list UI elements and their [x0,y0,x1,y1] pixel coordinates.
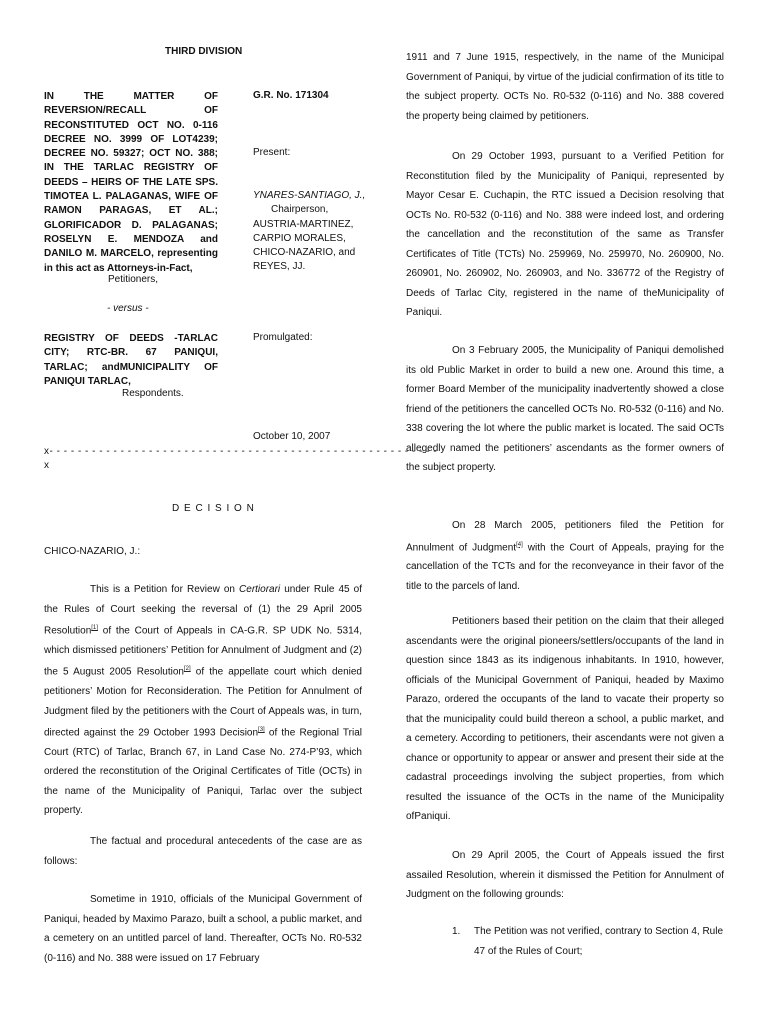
list-item [452,922,724,961]
gr-number: G.R. No. 171304 [253,90,329,101]
paragraph-8: On 29 April 2005, the Court of Appeals issued the first assailed Resolution, wherein it dismissed the Petition for Annulment of Judgment on the following grounds: [406,850,724,900]
paragraph-3: Sometime in 1910, officials of the Municipal Government of Paniqui, headed by Maximo Parazo, built a school, a public market, and a cemetery on an untitled parcel of land. Thereafter, OCTs No. R0-532 (0-116) and No. 388 were issued on 17 February [44,894,362,964]
text-run: This is a Petition for Review on [90,584,240,595]
versus-text: - versus - [107,303,149,314]
list-number: 1. [452,926,461,937]
respondents-label: Respondents. [122,388,184,399]
paragraph-2: The factual and procedural antecedents of the case are as follows: [44,836,362,867]
respondents-caption: REGISTRY OF DEEDS -TARLAC CITY; RTC-BR. 67 PANIQUI, TARLAC; andMUNICIPALITY OF PANIQUI TARLAC, [44,333,218,387]
caption-divider [44,446,438,457]
paragraph-4: On 29 October 1993, pursuant to a Verified Petition for Reconstitution filed by the Municipality of Paniqui, represented by Mayor Cesar E. Cuchapin, the RTC issued a Decision resolving that OCTs No. R0-532 (0-116) and No. 388 were indeed lost, and ordering the cancellation and the reconstitution of the same as Transfer Certificates of Title (TCTs) No. 259969, No. 259970, No. 260900, No. 260901, No. 260902, No. 260903, and No. 336772 of the Registry of Deeds of Tarlac City, registered in the name of theMunicipality of Paniqui. [406,151,724,318]
text-run: under Rule 45 of the Rules of Court seeking the reversal of (1) the 29 April 2005 Resolution [44,584,362,637]
paragraph-5: On 3 February 2005, the Municipality of Paniqui demolished its old Public Market in order to build a new one. Around this time, a former Board Member of the municipality inadvertently showed a close friend of the petitioners the cancelled OCTs No. R0-532 (0-116) and No. 338 covering the lot where the public market is located. The said OCTs allegedly named the petitioners’ ascendants as the former owners of the subject property. [406,345,724,473]
paragraph-6 [406,516,724,596]
division-heading: THIRD DIVISION [165,46,243,57]
divider-dashes: - - - - - - - - - - - - - - - - - - - - - - - - - - - - - - - - - - - - - - - - - - - - - - - - - - - - - - [53,446,438,457]
justices-list [253,189,365,275]
divider-start: x- [44,446,54,457]
justice-name: AUSTRIA-MARTINEZ, [253,218,354,230]
present-label: Present: [253,147,291,158]
justice-name: REYES, JJ. [253,261,306,273]
justice-name: CARPIO MORALES, [253,232,346,244]
justice-name: YNARES-SANTIAGO, J., [253,190,366,201]
text-run: with the Court of Appeals, praying for the cancellation of the TCTs and for the reconveyance in their favor of the title to the parcels of land. [406,541,724,592]
footnote-ref-2[interactable]: [2] [184,666,191,673]
footnote-ref-3[interactable]: [3] [258,727,265,734]
text-run: On 28 March 2005, petitioners filed the Petition for Annulment of Judgment [406,520,724,553]
ponente: CHICO-NAZARIO, J.: [44,546,141,557]
petitioners-caption: IN THE MATTER OF REVERSION/RECALL OF RECONSTITUTED OCT NO. 0-116 DECREE NO. 3999 OF LOT4239; DECREE NO. 59327; OCT NO. 388; IN THE TARLAC REGISTRY OF DEEDS – HEIRS OF THE LATE SPS. TIMOTEA L. PALAGANAS, WIFE OF RAMON PARAGAS, ET AL.; GLORIFICADOR D. PALAGANAS; ROSELYN E. MENDOZA and DANILO M. MARCELO, representing in this act as Attorneys-in-Fact, [44,91,218,274]
promulgated-label: Promulgated: [253,332,313,343]
justice-title: Chairperson, [271,204,329,216]
list-text: The Petition was not verified, contrary to Section 4, Rule 47 of the Rules of Court; [474,926,724,957]
divider-end: x [44,460,49,471]
petitioners-label: Petitioners, [108,274,159,285]
text-run: Certiorari [239,584,281,595]
paragraph-1 [44,580,362,821]
promulgated-date: October 10, 2007 [253,431,331,442]
text-run: of the Regional Trial Court (RTC) of Tarlac, Branch 67, in Land Case No. 274-P’93, which ordered the reconstitution of the Original Certificates of Title (OCTs) in the name of the Municipality of Paniqui, Tarlac over the subject property. [44,727,363,817]
paragraph-3-continued: 1911 and 7 June 1915, respectively, in the name of the Municipal Government of Paniqui, by virtue of the judicial confirmation of its title to the subject property. OCTs No. R0-532 (0-116) and No. 388 covered the property being claimed by petitioners. [406,52,724,122]
text-run: of the appellate court which denied petitioners’ Motion for Reconsideration. The Petition for Annulment of Judgment filed by the petitioners with the Court of Appeals was, in turn, directed against the 29 October 1993 Decision [44,666,362,739]
footnote-ref-1[interactable]: [1] [91,625,98,631]
text-run: of the Court of Appeals in CA-G.R. SP UDK No. 5314, which dismissed petitioners’ Petition for Annulment of Judgment and (2) the 5 August 2005 Resolution [44,625,362,678]
decision-title: D E C I S I O N [172,503,255,514]
paragraph-7: Petitioners based their petition on the claim that their alleged ascendants were the original pioneers/settlers/occupants of the land in question since 1843 as its indigenous inhabitants. In 1910, however, officials of the Municipal Government of Paniqui, headed by Maximo Parazo, ordered the occupants of the land to vacate their property so that the municipality could build thereon a school, a public market, and a cemetery. According to petitioners, their ascendants were not given a chance or opportunity to appear or answer and present their side at the cadastral proceedings involving the subject properties, from which resulted the issuance of the OCTs in the name of the Municipality ofPaniqui. [406,616,724,822]
justice-name: CHICO-NAZARIO, and [253,247,356,259]
footnote-ref-4[interactable]: [4] [516,541,523,548]
